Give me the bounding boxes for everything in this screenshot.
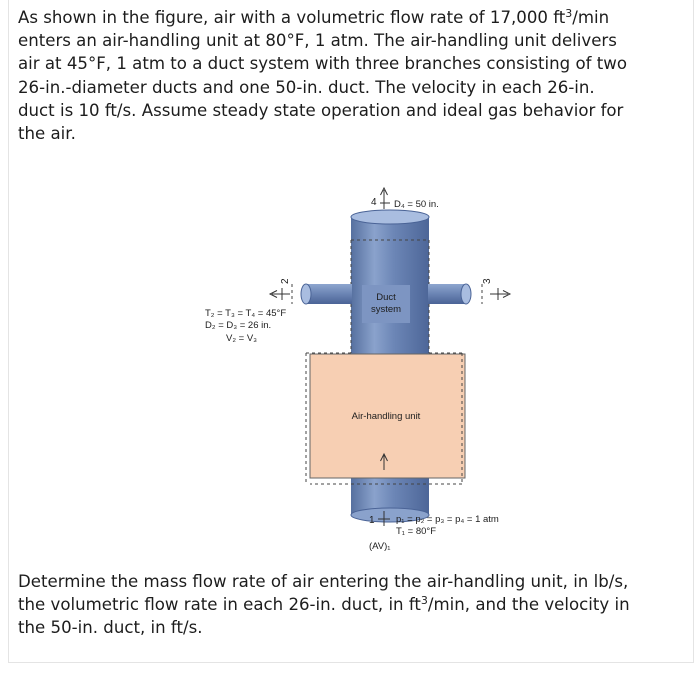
left-annotation-1: T₂ = T₃ = T₄ = 45°F	[205, 308, 287, 319]
intro-line-3: air at 45°F, 1 atm to a duct system with three branches consisting of two	[18, 54, 627, 74]
question-line-2: the volumetric flow rate in each 26-in. duct, in $ft^3/\min$, and the velocity in	[18, 594, 630, 615]
duct-label-1: Duct	[376, 292, 396, 303]
duct-2	[306, 284, 352, 304]
top-diameter-label: D₄ = 50 in.	[394, 199, 439, 210]
state-1-label: 1	[369, 515, 375, 526]
unit-label: Air-handling unit	[351, 411, 421, 422]
bottom-annotation-3: (AV)₁	[369, 541, 391, 552]
question-line-1: Determine the mass flow rate of air entering the air-handling unit, in lb/s,	[18, 572, 629, 591]
intro-line-5: duct is 10 ft/s. Assume steady state operation and ideal gas behavior for	[18, 100, 624, 120]
duct-4-end	[351, 210, 429, 224]
bottom-annotation-1: p₁ = p₂ = p₃ = p₄ = 1 atm	[396, 514, 499, 525]
intro-line-1: As shown in the figure, air with a volumetric flow rate of 17,000 $ft^3/\min$	[18, 6, 610, 27]
question-statement	[18, 570, 690, 640]
question-line-3: the 50-in. duct, in ft/s.	[18, 618, 203, 638]
left-annotation-2: D₂ = D₃ = 26 in.	[205, 320, 272, 331]
bottom-annotation-2: T₁ = 80°F	[396, 526, 437, 537]
duct-3-end	[461, 284, 471, 304]
duct-label-2: system	[370, 304, 402, 315]
state-3-label: 3	[482, 278, 493, 284]
intro-line-6: the air.	[18, 124, 76, 144]
duct-2-end	[301, 284, 311, 304]
state-4-label: 4	[371, 197, 377, 208]
left-annotation-3: V₂ = V₃	[226, 333, 258, 344]
state-2-label: 2	[280, 278, 291, 284]
intro-line-2: enters an air-handling unit at 80°F, 1 atm. The air-handling unit delivers	[18, 31, 617, 51]
duct-3	[428, 284, 466, 304]
intro-line-4: 26-in.-diameter ducts and one 50-in. duct. The velocity in each 26-in.	[18, 77, 595, 97]
